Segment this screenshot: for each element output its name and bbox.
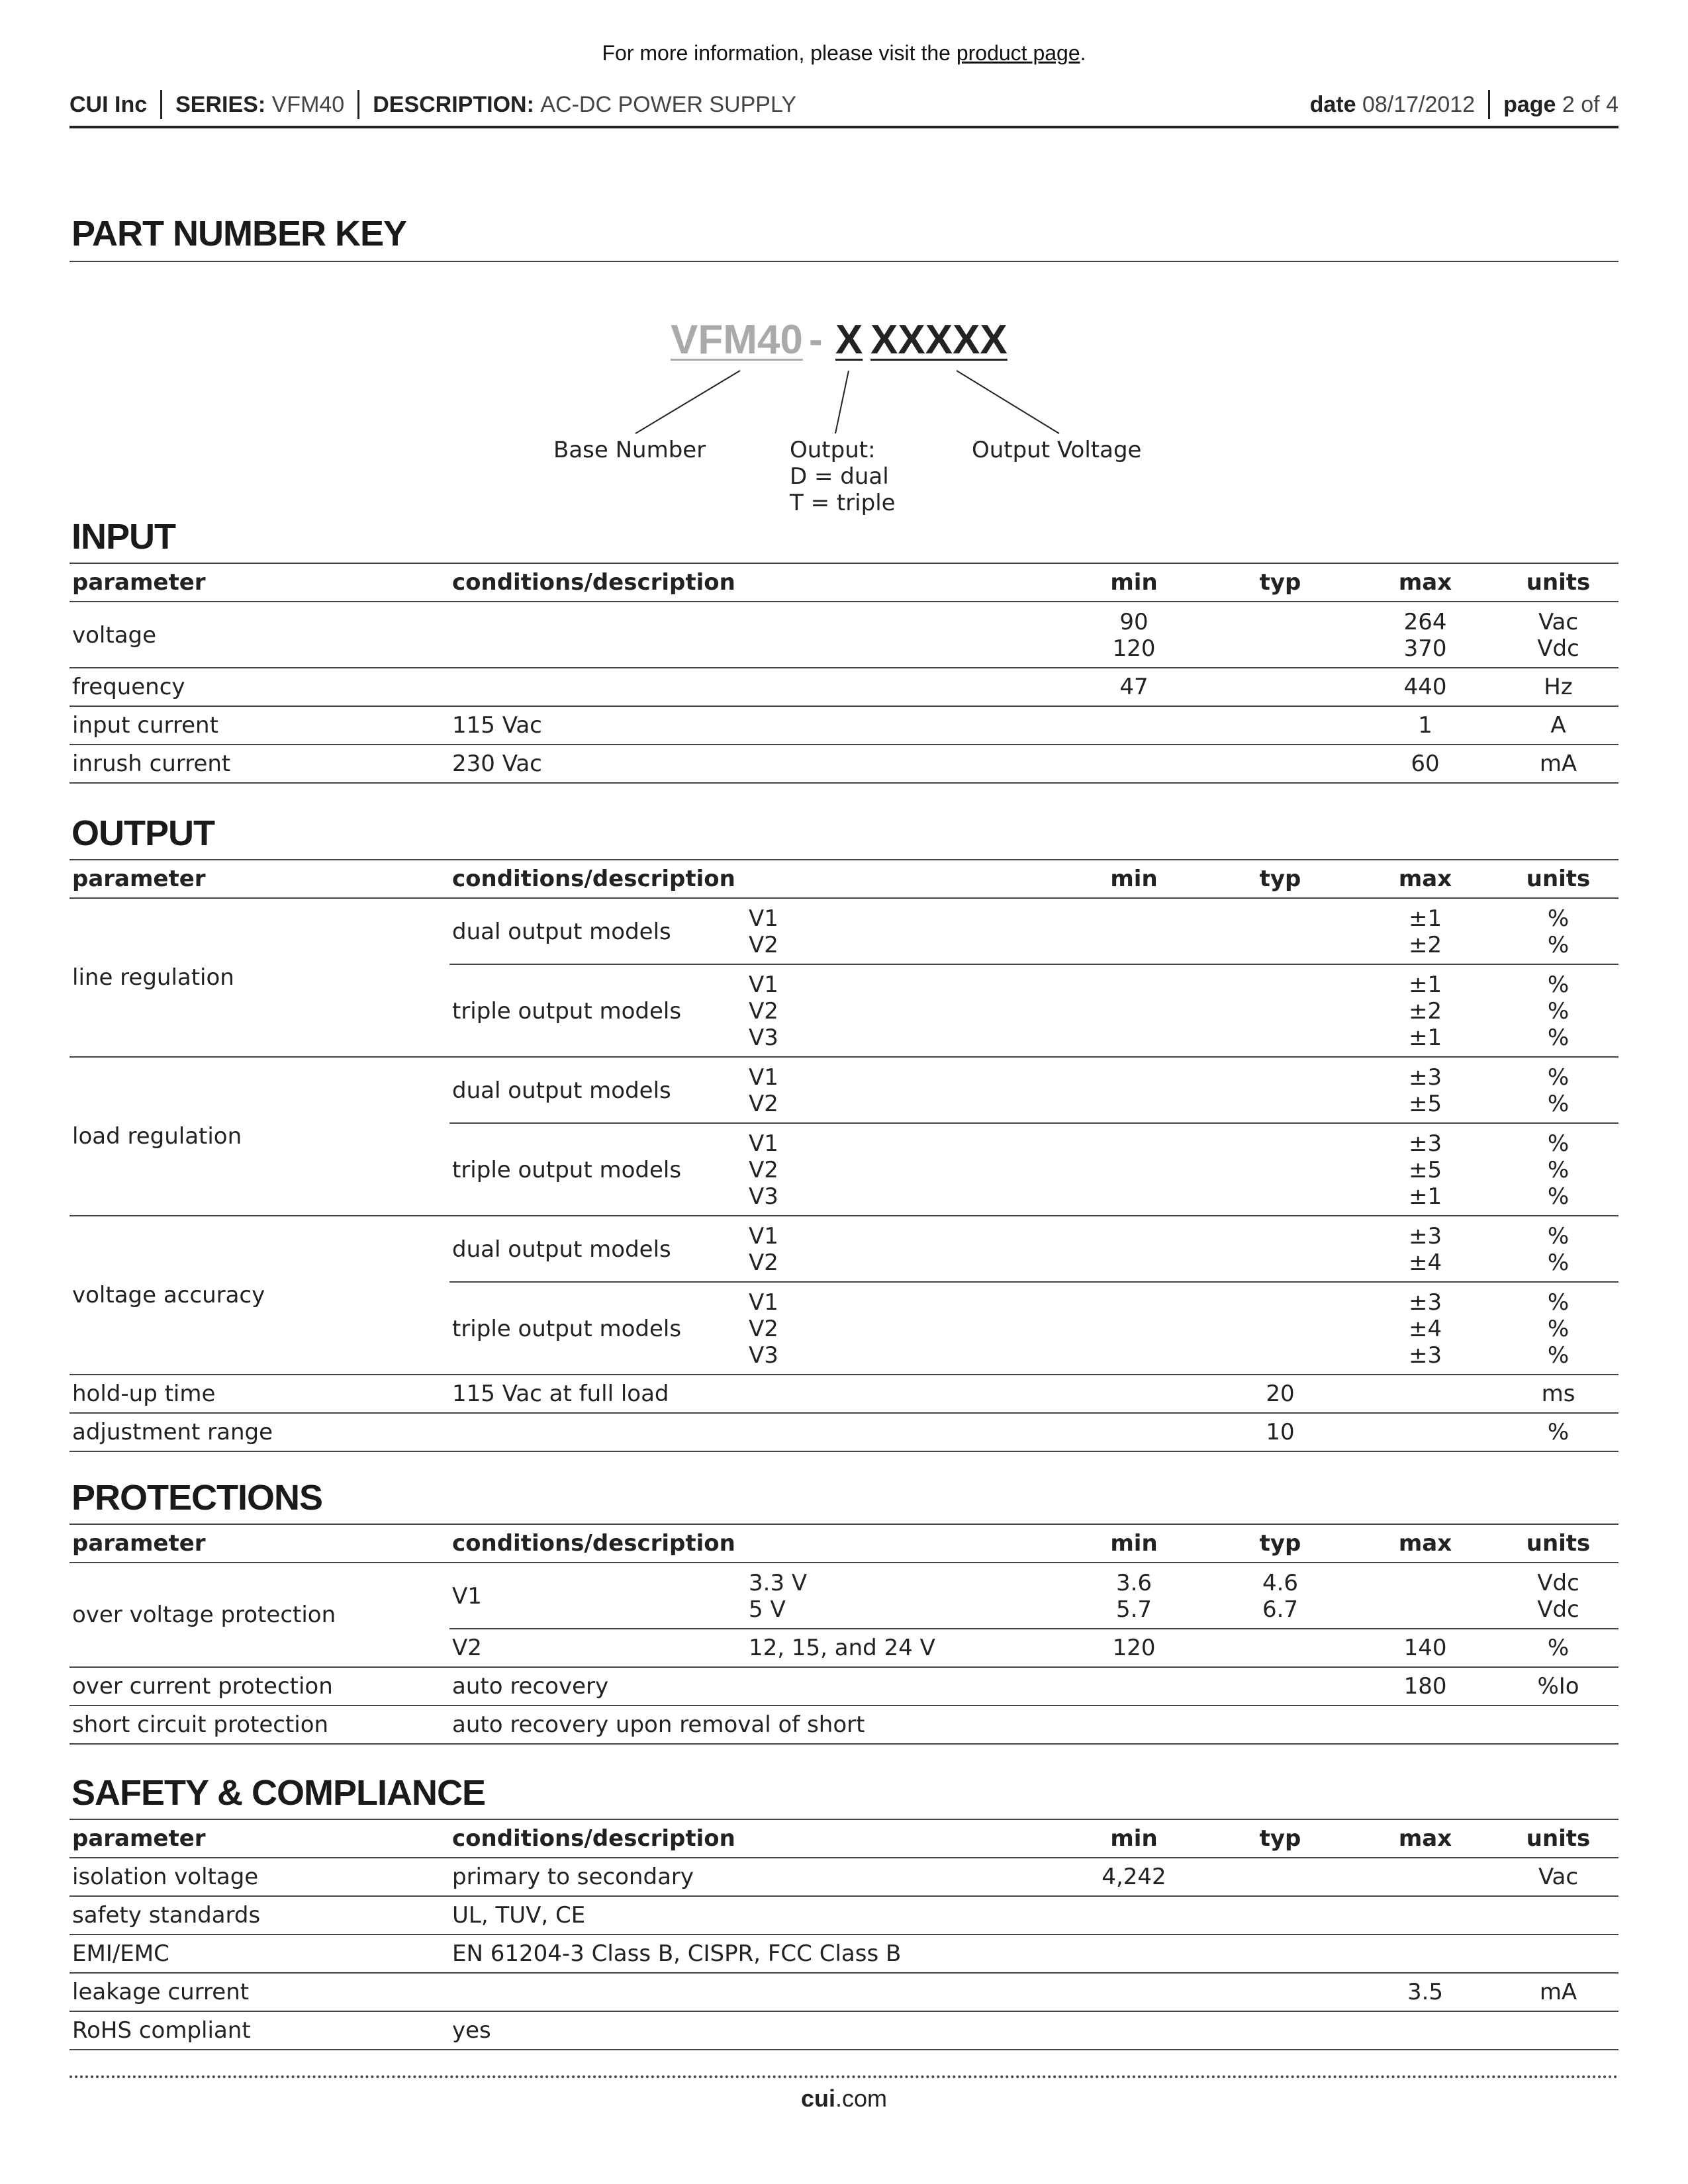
col-units: units xyxy=(1498,564,1618,602)
table-row xyxy=(70,1973,1618,2011)
max-cell xyxy=(1352,964,1498,1057)
cond-cell: auto recovery upon removal of short xyxy=(449,1706,1352,1744)
description-label: DESCRIPTION: xyxy=(373,91,534,117)
value: % xyxy=(1547,905,1570,932)
footer xyxy=(0,2085,1688,2113)
value: ±1 xyxy=(1408,972,1442,998)
col-max: max xyxy=(1352,1820,1498,1858)
param-cell: voltage accuracy xyxy=(70,1216,449,1375)
col-max: max xyxy=(1352,1525,1498,1563)
cond-detail-cell xyxy=(746,1563,1060,1629)
value: Vdc xyxy=(1537,1596,1579,1623)
max-cell: 180 xyxy=(1352,1667,1498,1706)
col-conditions: conditions/description xyxy=(449,564,1060,602)
max-cell xyxy=(1352,1216,1498,1282)
min-cell xyxy=(1060,602,1208,668)
col-max: max xyxy=(1352,564,1498,602)
product-page-link[interactable]: product page xyxy=(956,41,1080,65)
value: 3.6 xyxy=(1115,1570,1152,1596)
units-cell xyxy=(1498,602,1618,668)
units-cell xyxy=(1498,1216,1618,1282)
col-parameter: parameter xyxy=(70,1525,449,1563)
col-typ: typ xyxy=(1208,1525,1352,1563)
col-conditions: conditions/description xyxy=(449,1525,1060,1563)
input-title: INPUT xyxy=(71,517,175,557)
date-value: 08/17/2012 xyxy=(1362,91,1476,117)
value: ±4 xyxy=(1408,1250,1442,1276)
value: V2 xyxy=(749,1157,778,1183)
input-spec-table xyxy=(70,564,1618,784)
v-cell xyxy=(746,1123,1060,1216)
description-value: AC-DC POWER SUPPLY xyxy=(540,91,797,117)
value: V3 xyxy=(749,1183,778,1210)
company-name: CUI Inc xyxy=(70,91,148,117)
table-row xyxy=(70,1667,1618,1706)
value: % xyxy=(1547,1250,1570,1276)
value: ±3 xyxy=(1408,1342,1442,1369)
v-cell xyxy=(746,1057,1060,1123)
table-row xyxy=(70,668,1618,706)
col-min: min xyxy=(1060,1820,1208,1858)
value: % xyxy=(1547,1130,1570,1157)
page-label: page xyxy=(1503,91,1556,117)
top-note-end: . xyxy=(1080,41,1086,65)
pn-base-number: VFM40 xyxy=(671,317,803,363)
col-parameter: parameter xyxy=(70,1820,449,1858)
cond-cell: triple output models xyxy=(449,1282,746,1375)
value: Vac xyxy=(1538,609,1579,635)
cond-detail-cell: 12, 15, and 24 V xyxy=(746,1629,1060,1667)
value: 5.7 xyxy=(1115,1596,1152,1623)
value: % xyxy=(1547,1223,1570,1250)
param-cell: load regulation xyxy=(70,1057,449,1216)
max-cell: 440 xyxy=(1352,668,1498,706)
param-cell: safety standards xyxy=(70,1896,449,1934)
units-cell xyxy=(1498,1123,1618,1216)
cond-cell: yes xyxy=(449,2011,1060,2050)
col-units: units xyxy=(1498,1525,1618,1563)
min-cell xyxy=(1060,1563,1208,1629)
footer-rule xyxy=(70,2075,1618,2078)
value: 120 xyxy=(1112,635,1156,662)
table-row xyxy=(70,1706,1618,1744)
value: V1 xyxy=(749,905,778,932)
units-cell: ms xyxy=(1498,1375,1618,1413)
units-cell: A xyxy=(1498,706,1618,745)
typ-cell xyxy=(1208,1563,1352,1629)
min-cell: 4,242 xyxy=(1060,1858,1208,1896)
units-cell: mA xyxy=(1498,1973,1618,2011)
pn-label-base: Base Number xyxy=(553,437,706,463)
units-cell xyxy=(1498,898,1618,964)
value: % xyxy=(1547,998,1570,1024)
value: V1 xyxy=(749,972,778,998)
series-value: VFM40 xyxy=(271,91,345,117)
max-cell: 3.5 xyxy=(1352,1973,1498,2011)
col-parameter: parameter xyxy=(70,860,449,898)
cond-cell: triple output models xyxy=(449,964,746,1057)
output-spec-table xyxy=(70,860,1618,1452)
table-row xyxy=(70,1216,1618,1282)
table-row xyxy=(70,2011,1618,2050)
table-row xyxy=(70,1896,1618,1934)
cond-cell: V1 xyxy=(449,1563,746,1629)
v-cell xyxy=(746,964,1060,1057)
value: ±4 xyxy=(1408,1316,1442,1342)
col-typ: typ xyxy=(1208,1820,1352,1858)
pn-label-voltage: Output Voltage xyxy=(972,437,1142,463)
cond-cell: 230 Vac xyxy=(449,745,1060,783)
param-cell: short circuit protection xyxy=(70,1706,449,1744)
value: ±3 xyxy=(1408,1130,1442,1157)
min-cell: 120 xyxy=(1060,1629,1208,1667)
table-row xyxy=(70,745,1618,783)
v-cell xyxy=(746,898,1060,964)
max-cell: 60 xyxy=(1352,745,1498,783)
value: V1 xyxy=(749,1223,778,1250)
value: ±3 xyxy=(1408,1064,1442,1091)
value: % xyxy=(1547,932,1570,958)
units-cell: % xyxy=(1498,1413,1618,1451)
typ-cell: 20 xyxy=(1208,1375,1352,1413)
typ-cell: 10 xyxy=(1208,1413,1352,1451)
col-min: min xyxy=(1060,564,1208,602)
footer-domain: .com xyxy=(835,2085,888,2112)
table-row xyxy=(70,898,1618,964)
value: % xyxy=(1547,1183,1570,1210)
units-cell: Hz xyxy=(1498,668,1618,706)
v-cell xyxy=(746,1216,1060,1282)
value: % xyxy=(1547,1289,1570,1316)
page-value: 2 of 4 xyxy=(1562,91,1618,117)
param-cell: frequency xyxy=(70,668,449,706)
max-cell: 1 xyxy=(1352,706,1498,745)
pn-output-code: X xyxy=(835,317,863,363)
value: V3 xyxy=(749,1342,778,1369)
pn-label-output-line: T = triple xyxy=(790,490,896,516)
cond-cell: dual output models xyxy=(449,1216,746,1282)
units-cell xyxy=(1498,1563,1618,1629)
cond-cell: EN 61204-3 Class B, CISPR, FCC Class B xyxy=(449,1934,1208,1973)
value: % xyxy=(1547,1024,1570,1051)
units-cell xyxy=(1498,964,1618,1057)
max-cell xyxy=(1352,1282,1498,1375)
output-title: OUTPUT xyxy=(71,813,214,853)
series-label: SERIES: xyxy=(175,91,266,117)
units-cell: % xyxy=(1498,1629,1618,1667)
value: ±3 xyxy=(1408,1289,1442,1316)
param-cell: voltage xyxy=(70,602,449,668)
leader-line-base xyxy=(635,371,740,433)
value: V2 xyxy=(749,998,778,1024)
units-cell: %Io xyxy=(1498,1667,1618,1706)
value: V1 xyxy=(749,1064,778,1091)
param-cell: input current xyxy=(70,706,449,745)
param-cell: over voltage protection xyxy=(70,1563,449,1667)
value: ±1 xyxy=(1408,1024,1442,1051)
protections-spec-table xyxy=(70,1525,1618,1745)
table-row xyxy=(70,1375,1618,1413)
col-parameter: parameter xyxy=(70,564,449,602)
col-units: units xyxy=(1498,1820,1618,1858)
cond-cell: dual output models xyxy=(449,898,746,964)
value: V2 xyxy=(749,932,778,958)
value: % xyxy=(1547,1342,1570,1369)
table-row xyxy=(70,1413,1618,1451)
param-cell: line regulation xyxy=(70,898,449,1057)
footer-brand: cui xyxy=(800,2085,835,2112)
value: % xyxy=(1547,1064,1570,1091)
protections-title: PROTECTIONS xyxy=(71,1478,323,1518)
value: % xyxy=(1547,1316,1570,1342)
value: % xyxy=(1547,972,1570,998)
value: ±2 xyxy=(1408,932,1442,958)
cond-cell: triple output models xyxy=(449,1123,746,1216)
col-typ: typ xyxy=(1208,564,1352,602)
param-cell: over current protection xyxy=(70,1667,449,1706)
param-cell: adjustment range xyxy=(70,1413,449,1451)
value: V1 xyxy=(749,1130,778,1157)
cond-cell: dual output models xyxy=(449,1057,746,1123)
max-cell xyxy=(1352,1057,1498,1123)
leader-line-output xyxy=(835,371,849,433)
pn-label-output-line: D = dual xyxy=(790,463,889,490)
pn-dash: - xyxy=(809,317,823,363)
value: ±1 xyxy=(1408,905,1442,932)
value: ±5 xyxy=(1408,1157,1442,1183)
part-number-key-title: PART NUMBER KEY xyxy=(71,214,407,253)
value: ±1 xyxy=(1408,1183,1442,1210)
col-units: units xyxy=(1498,860,1618,898)
units-cell xyxy=(1498,1282,1618,1375)
value: 6.7 xyxy=(1262,1596,1299,1623)
value: Vdc xyxy=(1537,635,1579,662)
col-conditions: conditions/description xyxy=(449,860,1060,898)
param-cell: leakage current xyxy=(70,1973,449,2011)
units-cell: mA xyxy=(1498,745,1618,783)
v-cell xyxy=(746,1282,1060,1375)
cond-cell: UL, TUV, CE xyxy=(449,1896,1060,1934)
cond-cell: 115 Vac xyxy=(449,706,1060,745)
value: V1 xyxy=(749,1289,778,1316)
param-cell: EMI/EMC xyxy=(70,1934,449,1973)
leader-line-voltage xyxy=(957,371,1059,433)
max-cell xyxy=(1352,1123,1498,1216)
min-cell: 47 xyxy=(1060,668,1208,706)
value: V3 xyxy=(749,1024,778,1051)
param-cell: inrush current xyxy=(70,745,449,783)
max-cell xyxy=(1352,602,1498,668)
table-row xyxy=(70,706,1618,745)
value: V2 xyxy=(749,1091,778,1117)
cond-cell: V2 xyxy=(449,1629,746,1667)
pn-label-output xyxy=(790,437,896,516)
value: 90 xyxy=(1119,609,1149,635)
safety-spec-table xyxy=(70,1820,1618,2050)
param-cell: hold-up time xyxy=(70,1375,449,1413)
value: % xyxy=(1547,1091,1570,1117)
value: ±2 xyxy=(1408,998,1442,1024)
table-row xyxy=(70,1858,1618,1896)
units-cell xyxy=(1498,1057,1618,1123)
table-row xyxy=(70,1934,1618,1973)
value: 5 V xyxy=(749,1596,786,1623)
value: V2 xyxy=(749,1250,778,1276)
max-cell xyxy=(1352,898,1498,964)
value: 264 xyxy=(1403,609,1447,635)
param-cell: RoHS compliant xyxy=(70,2011,449,2050)
value: 3.3 V xyxy=(749,1570,808,1596)
max-cell: 140 xyxy=(1352,1629,1498,1667)
cond-cell: primary to secondary xyxy=(449,1858,1060,1896)
col-max: max xyxy=(1352,860,1498,898)
col-typ: typ xyxy=(1208,860,1352,898)
value: ±3 xyxy=(1408,1223,1442,1250)
col-conditions: conditions/description xyxy=(449,1820,1060,1858)
safety-title: SAFETY & COMPLIANCE xyxy=(71,1773,486,1813)
cond-cell: 115 Vac at full load xyxy=(449,1375,1060,1413)
table-row xyxy=(70,1057,1618,1123)
value: ±5 xyxy=(1408,1091,1442,1117)
value: % xyxy=(1547,1157,1570,1183)
value: 370 xyxy=(1403,635,1447,662)
table-row xyxy=(70,1563,1618,1629)
value: V2 xyxy=(749,1316,778,1342)
pn-voltage-code: XXXXX xyxy=(870,317,1008,363)
top-note-text: For more information, please visit the xyxy=(602,41,957,65)
units-cell: Vac xyxy=(1498,1858,1618,1896)
value: 4.6 xyxy=(1262,1570,1299,1596)
value: Vdc xyxy=(1537,1570,1579,1596)
col-min: min xyxy=(1060,1525,1208,1563)
pn-label-output-line: Output: xyxy=(790,437,876,463)
col-min: min xyxy=(1060,860,1208,898)
param-cell: isolation voltage xyxy=(70,1858,449,1896)
date-label: date xyxy=(1309,91,1356,117)
cond-cell: auto recovery xyxy=(449,1667,1060,1706)
table-row xyxy=(70,602,1618,668)
